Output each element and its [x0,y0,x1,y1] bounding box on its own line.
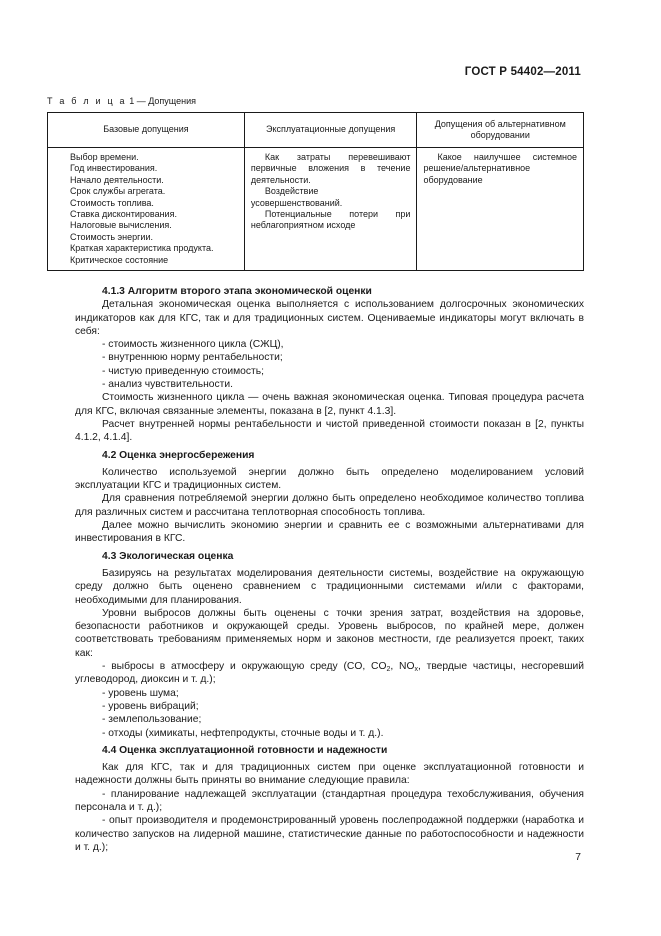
paragraph: Для сравнения потребляемой энергии должно быть определено необходимое количество топлива для различных систем и рассчитана теплотворная способность топлива. [75,493,584,518]
list-item: - уровень шума; [102,687,179,699]
table-caption-label: Т а б л и ц а [47,96,127,106]
alternative-equipment-cell [417,148,584,271]
list-item: Начало деятельности. [70,174,164,185]
basic-assumptions-cell [48,148,245,271]
cell-paragraph: Какое наилучшее системное решение/альтернативное оборудование [423,152,577,185]
list-item: Год инвестирования. [70,163,158,174]
header-operational-assumptions: Эксплуатационные допущения [244,113,417,148]
list-item: - уровень вибраций; [102,700,199,712]
paragraph: Как для КГС, так и для традиционных систем при оценке эксплуатационной готовности и надежности должны быть приняты во внимание следующие правила: [75,762,584,787]
list-item: Срок службы агрегата. [70,186,166,197]
list-item: - отходы (химикаты, нефтепродукты, сточные воды и т. д.). [102,727,384,739]
list-item: Критическое состояние [70,254,169,265]
list-item: Выбор времени. [70,152,139,162]
list-item: - чистую приведенную стоимость; [102,365,264,377]
assumptions-table [47,112,584,271]
list-item: Стоимость энергии. [70,231,153,242]
cell-paragraph: Как затраты перевешивают первичные вложения в течение деятельности. [250,152,411,185]
table-header-row [48,113,584,148]
paragraph: Количество используемой энергии должно быть определено моделированием условий эксплуатации КГС и традиционных систем. [75,466,584,492]
page-number: 7 [575,852,581,863]
list-item: - стоимость жизненного цикла (СЖЦ), [102,339,284,351]
operational-assumptions-cell [244,148,417,271]
list-item: - анализ чувствительности. [102,379,233,391]
table-caption-title: 1 — Допущения [126,96,196,106]
list-item: - землепользование; [102,714,202,726]
section-heading-4-3: 4.3 Экологическая оценка [102,550,234,562]
section-heading-4-4: 4.4 Оценка эксплуатационной готовности и надежности [102,744,388,756]
list-item-emissions: - выбросы в атмосферу и окружающую среду (CO, $CO_2$, $NO_x$, твердые частицы, несгоревший углеводород, диоксин и т. д.); [75,661,584,686]
paragraph: Расчет внутренней нормы рентабельности и чистой приведенной стоимости показан в [2, пункты 4.1.2, 4.1.4]. [75,418,584,444]
paragraph: - опыт производителя и продемонстрированный уровень послепродажной поддержки (наработка и количество запусков на лидерной машине, статистические данные по работоспособности и надежности и т. д.); [75,815,584,853]
header-basic-assumptions: Базовые допущения [48,113,245,148]
table-caption [47,96,196,106]
list-item: Краткая характеристика продукта. [70,243,214,254]
list-item: Ставка дисконтирования. [70,209,177,220]
table-row [48,148,584,271]
section-heading-4-1-3: 4.1.3 Алгоритм второго этапа экономической оценки [102,286,372,297]
paragraph: Стоимость жизненного цикла — очень важная экономическая оценка. Типовая процедура расчета для КГС, включая связанные элементы, показана в [2, пункт 4.1.3]. [75,392,584,417]
cell-paragraph: Потенциальные потери при неблагоприятном исходе [250,209,411,231]
list-item: Стоимость топлива. [70,197,154,208]
standard-number: ГОСТ Р 54402—2011 [464,66,581,78]
paragraph: Уровни выбросов должны быть оценены с точки зрения затрат, воздействия на здоровье, безопасности работников и окружающей среды. Уровень выбросов, по крайней мере, должен соответствовать требованиям применяемых норм и законов местности, где реализуется проект, таких как: [75,607,584,659]
list-item: Налоговые вычисления. [70,220,172,231]
header-alternative-equipment: Допущения об альтернативном оборудовании [417,113,584,148]
list-item: - внутреннюю норму рентабельности; [102,352,283,364]
paragraph: Базируясь на результатах моделирования деятельности системы, воздействие на окружающую среду должно быть оценено сравнением с традиционными системами и/или с факторами, необходимыми для планирования. [75,567,584,606]
paragraph: Далее можно вычислить экономию энергии и сравнить ее с возможными альтернативами для инвестирования в КГС. [75,520,584,545]
cell-paragraph: Воздействие усовершенствований. [250,186,343,208]
paragraph: Детальная экономическая оценка выполняется с использованием долгосрочных экономических индикаторов как для КГС, так и для традиционных систем. Оцениваемые индикаторы могут включать в себя: [75,299,584,337]
paragraph: - планирование надлежащей эксплуатации (стандартная процедура техобслуживания, обучения персонала и т. д.); [75,788,584,813]
document-body [75,285,584,854]
section-heading-4-2: 4.2 Оценка энергосбережения [102,449,255,461]
